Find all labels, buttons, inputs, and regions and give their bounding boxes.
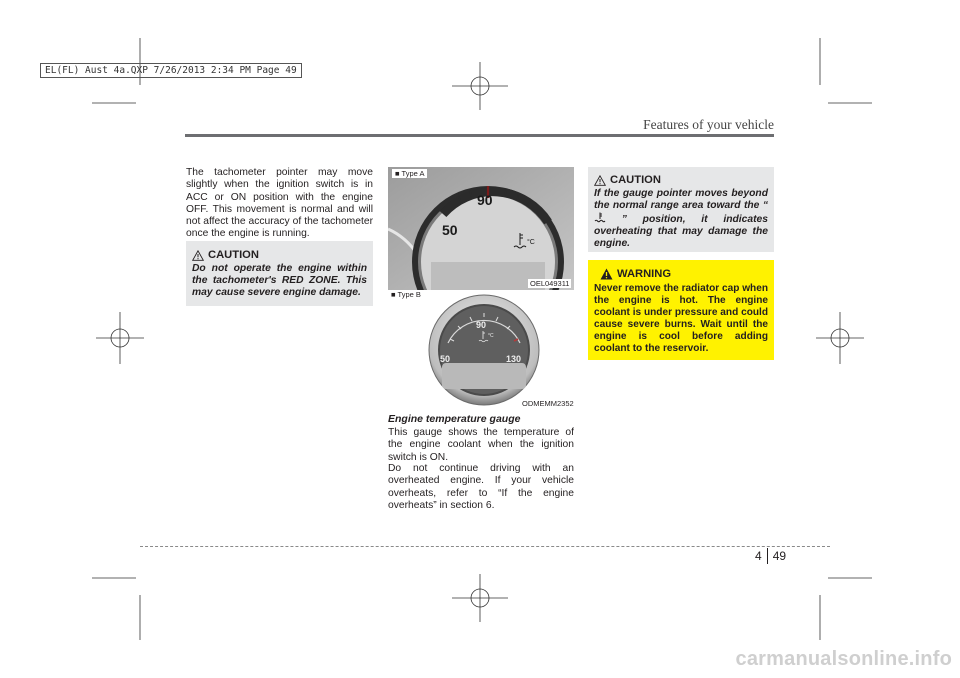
square-bullet-icon: ■ <box>395 169 400 178</box>
warning-triangle-icon <box>600 268 613 280</box>
page-number <box>755 548 786 564</box>
gauge-a-low-label: 50 <box>442 222 458 238</box>
watermark: carmanualsonline.info <box>735 648 952 670</box>
caution-body-right: If the gauge pointer moves beyond the normal range area toward the “ ” position, it indicates overheating that may damage the engine. <box>594 188 768 249</box>
gauge-b-low-label: 50 <box>440 354 451 364</box>
gauge-a-unit: °C <box>527 239 535 246</box>
tachometer-paragraph: The tachometer pointer may move slightly when the ignition switch is in ACC or ON position with the engine OFF. This movement is normal and will not affect the accuracy of the tachometer once the engine is running. <box>186 167 373 240</box>
caution-box-right <box>588 167 774 252</box>
engine-temp-subheading: Engine temperature gauge <box>388 413 521 425</box>
caution-title-right: CAUTION <box>594 174 768 186</box>
running-header: Features of your vehicle <box>643 117 774 132</box>
gauge-type-b <box>420 293 548 407</box>
engine-temp-para1: This gauge shows the temperature of the engine coolant when the ignition switch is ON. <box>388 427 574 463</box>
gauge-b-mid-label: 90 <box>476 320 487 330</box>
caution-triangle-icon <box>594 175 606 186</box>
gauge-a-high-label: 90 <box>477 192 493 208</box>
warning-body: Never remove the radiator cap when the engine is hot. The engine coolant is under pressure and could cause severe burns. Wait until the engine is cool before adding coolant to the reservoir. <box>594 283 768 354</box>
header-rule <box>185 134 774 137</box>
figure-type-a <box>388 167 574 290</box>
type-a-caption: ■ Type A <box>392 169 427 178</box>
square-bullet-icon: ■ <box>391 290 396 299</box>
caution-box-left <box>186 241 373 306</box>
engine-temp-para2: Do not continue driving with an overheated engine. If your vehicle overheats, refer to “If the engine overheats” in section 6. <box>388 463 574 511</box>
caution-triangle-icon <box>192 250 204 261</box>
footer-rule <box>140 546 830 547</box>
chapter-number: 4 <box>755 549 762 563</box>
type-b-figure-code: ODMEMM2352 <box>522 399 574 408</box>
page-number-value: 49 <box>772 549 787 563</box>
gauge-type-a <box>388 167 574 290</box>
print-slug: EL(FL) Aust 4a.QXP 7/26/2013 2:34 PM Page 49 <box>40 63 302 78</box>
page-number-separator <box>767 548 768 564</box>
type-b-caption: ■ Type B <box>391 290 421 299</box>
caution-title-left: CAUTION <box>192 249 367 261</box>
type-a-figure-code: OEL049311 <box>530 279 570 288</box>
caution-body-left: Do not operate the engine within the tachometer's RED ZONE. This may cause severe engine damage. <box>192 263 367 298</box>
warning-title: WARNING <box>594 268 768 280</box>
gauge-b-high-label: 130 <box>506 354 522 364</box>
gauge-b-unit: °C <box>488 333 494 339</box>
warning-box <box>588 260 774 360</box>
coolant-temp-icon <box>594 212 606 223</box>
